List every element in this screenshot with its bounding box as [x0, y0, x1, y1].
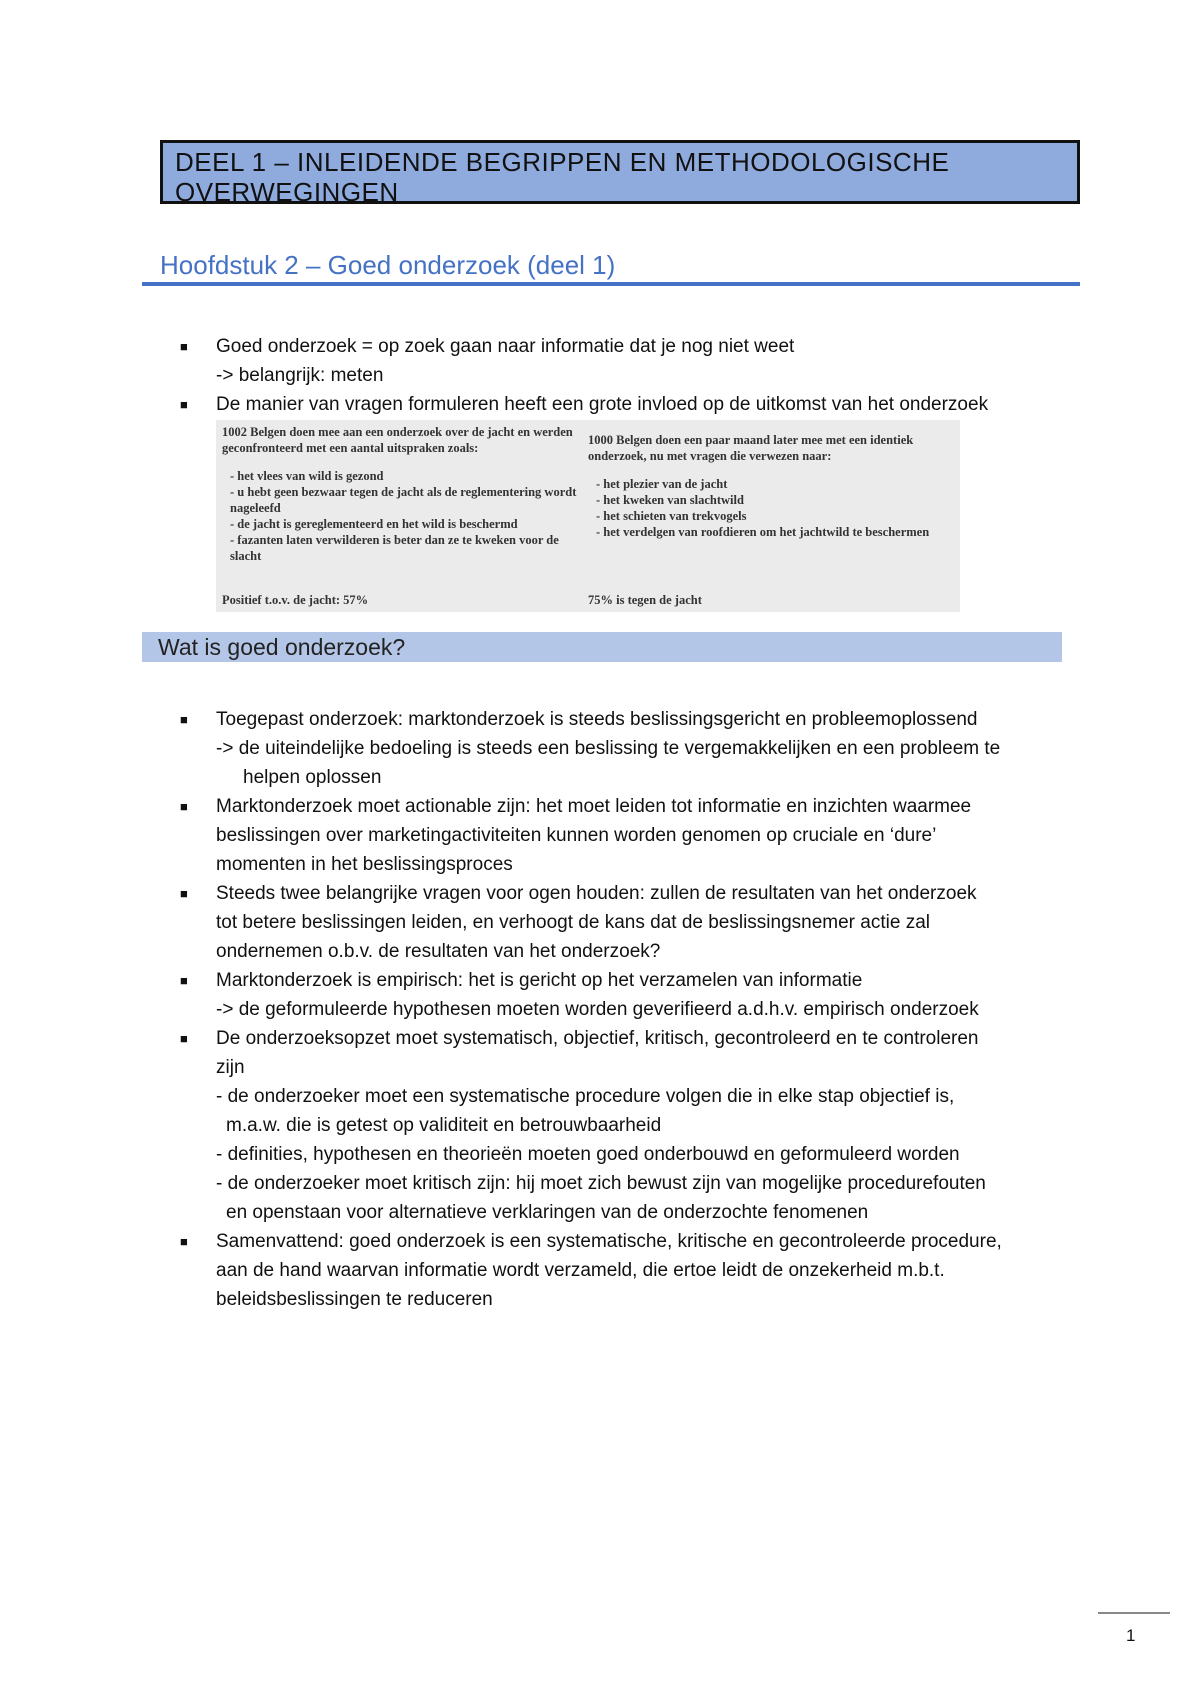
section-title: Wat is goed onderzoek?	[158, 634, 406, 660]
bullet-line: Marktonderzoek moet actionable zijn: het moet leiden tot informatie en inzichten waarmee	[216, 796, 972, 817]
bullet-line: zijn	[216, 1057, 245, 1078]
figure-right-item: - het schieten van trekvogels	[596, 509, 747, 523]
figure-right-column	[588, 432, 958, 540]
figure-left-intro: 1002 Belgen doen mee aan een onderzoek over de jacht en werden geconfronteerd met een aantal uitspraken zoals:	[222, 425, 573, 455]
square-bullet-icon: ■	[180, 886, 188, 901]
square-bullet-icon: ■	[180, 799, 188, 814]
figure-left-column	[222, 424, 582, 564]
figure-left-item: - de jacht is gereglementeerd en het wild is beschermd	[230, 517, 518, 531]
footer-divider	[1098, 1612, 1170, 1614]
square-bullet-icon: ■	[180, 339, 188, 354]
bullet-line: Marktonderzoek is empirisch: het is gericht op het verzamelen van informatie	[216, 970, 863, 991]
square-bullet-icon: ■	[180, 973, 188, 988]
figure-right-intro: 1000 Belgen doen een paar maand later mee met een identiek onderzoek, nu met vragen die verwezen naar:	[588, 433, 914, 463]
bullet-line: ondernemen o.b.v. de resultaten van het onderzoek?	[216, 941, 661, 962]
list-item	[180, 332, 1080, 390]
bullet-line: helpen oplossen	[243, 767, 382, 788]
figure-right-item: - het plezier van de jacht	[596, 477, 728, 491]
part-title: DEEL 1 – INLEIDENDE BEGRIPPEN EN METHODOLOGISCHE OVERWEGINGEN	[175, 147, 950, 207]
bullet-line: en openstaan voor alternatieve verklaringen van de onderzochte fenomenen	[226, 1202, 869, 1223]
bullet-line: -> de uiteindelijke bedoeling is steeds een beslissing te vergemakkelijken en een probleem te	[216, 738, 1001, 759]
bullet-line: Steeds twee belangrijke vragen voor ogen houden: zullen de resultaten van het onderzoek	[216, 883, 977, 904]
list-item	[180, 1024, 1080, 1227]
list-item	[180, 966, 1080, 1024]
figure-right-item: - het kweken van slachtwild	[596, 493, 744, 507]
chapter-title: Hoofdstuk 2 – Goed onderzoek (deel 1)	[160, 250, 616, 280]
figure-left-item: - u hebt geen bezwaar tegen de jacht als de reglementering wordt nageleefd	[230, 485, 577, 515]
bullet-line: De manier van vragen formuleren heeft een grote invloed op de uitkomst van het onderzoek	[216, 394, 989, 415]
main-bullet-list	[180, 705, 1080, 1314]
list-item	[180, 879, 1080, 966]
figure-right-result: 75% is tegen de jacht	[588, 593, 702, 607]
bullet-line: -> belangrijk: meten	[216, 365, 384, 386]
bullet-line: Goed onderzoek = op zoek gaan naar informatie dat je nog niet weet	[216, 336, 795, 357]
bullet-line: Toegepast onderzoek: marktonderzoek is steeds beslissingsgericht en probleemoplossend	[216, 709, 978, 730]
section-heading	[142, 632, 1062, 662]
bullet-line: Samenvattend: goed onderzoek is een systematische, kritische en gecontroleerde procedure,	[216, 1231, 1002, 1252]
bullet-line: De onderzoeksopzet moet systematisch, objectief, kritisch, gecontroleerd en te controleren	[216, 1028, 979, 1049]
bullet-line: beleidsbeslissingen te reduceren	[216, 1289, 493, 1310]
square-bullet-icon: ■	[180, 1234, 188, 1249]
part-title-box	[160, 140, 1080, 207]
list-item	[180, 390, 1080, 419]
bullet-line: - de onderzoeker moet kritisch zijn: hij moet zich bewust zijn van mogelijke procedurefouten	[216, 1173, 986, 1194]
square-bullet-icon: ■	[180, 1031, 188, 1046]
square-bullet-icon: ■	[180, 712, 188, 727]
page-number: 1	[1126, 1626, 1136, 1645]
bullet-line: - definities, hypothesen en theorieën moeten goed onderbouwd en geformuleerd worden	[216, 1144, 960, 1165]
list-item	[180, 792, 1080, 879]
figure-right-item: - het verdelgen van roofdieren om het jachtwild te beschermen	[596, 525, 930, 539]
bullet-line: tot betere beslissingen leiden, en verhoogt de kans dat de beslissingsnemer actie zal	[216, 912, 930, 933]
bullet-line: m.a.w. die is getest op validiteit en betrouwbaarheid	[226, 1115, 662, 1136]
bullet-line: - de onderzoeker moet een systematische procedure volgen die in elke stap objectief is,	[216, 1086, 955, 1107]
list-item	[180, 705, 1080, 792]
figure-left-result: Positief t.o.v. de jacht: 57%	[222, 593, 369, 607]
bullet-line: -> de geformuleerde hypothesen moeten worden geverifieerd a.d.h.v. empirisch onderzoek	[216, 999, 979, 1020]
bullet-line: momenten in het beslissingsproces	[216, 854, 513, 875]
chapter-heading	[142, 250, 1080, 286]
figure-left-item: - fazanten laten verwilderen is beter dan ze te kweken voor de slacht	[230, 533, 559, 563]
list-item	[180, 1227, 1080, 1314]
intro-bullet-list	[180, 332, 1080, 419]
bullet-line: aan de hand waarvan informatie wordt verzameld, die ertoe leidt de onzekerheid m.b.t.	[216, 1260, 945, 1281]
square-bullet-icon: ■	[180, 397, 188, 412]
bullet-line: beslissingen over marketingactiviteiten kunnen worden genomen op cruciale en ‘dure’	[216, 825, 937, 846]
figure-left-item: - het vlees van wild is gezond	[230, 469, 384, 483]
survey-comparison-figure	[216, 420, 960, 612]
